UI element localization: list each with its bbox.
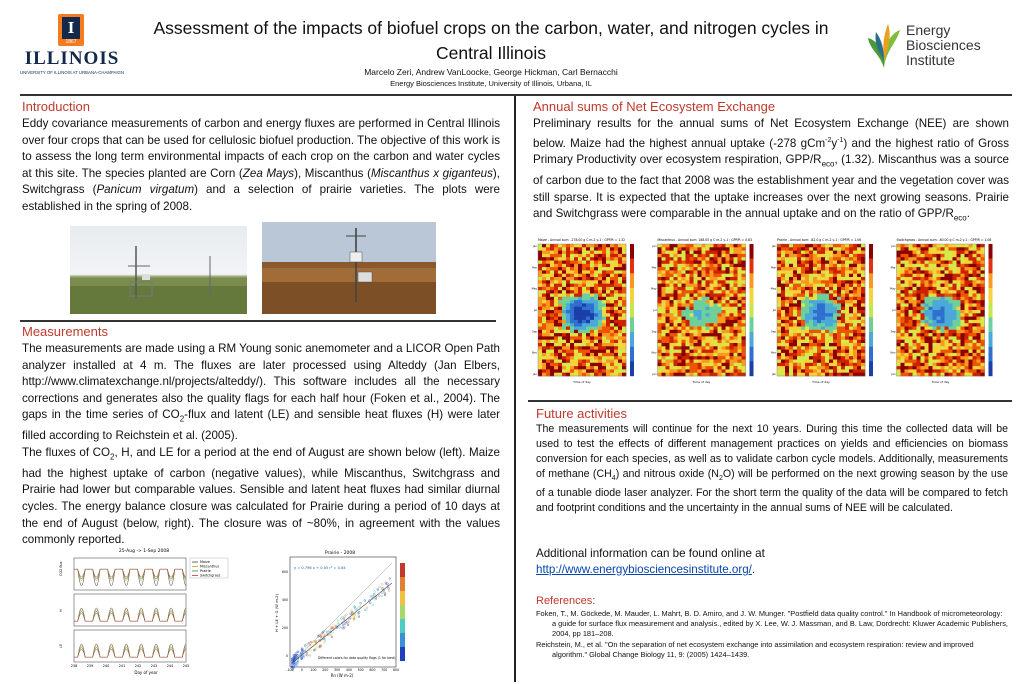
reference-item: Reichstein, M., et al. "On the separation of net ecosystem exchange into assimilation and ecosystem respiration: review and improved algorithm." Global Change Biology 11, 9: (2005) 1424–1439. [536,640,974,659]
annual-heading: Annual sums of Net Ecosystem Exchange [533,99,776,114]
future-heading: Future activities [536,406,628,421]
corn-species: Zea Mays [242,166,295,180]
heatmap-month-label: Sep [771,330,776,334]
heatmap-2 [658,244,746,376]
measurements-text [22,341,500,549]
annual-text-5: . [966,207,970,221]
measurements-rule [20,320,496,322]
heatmap-colorbar-segment [750,273,754,288]
info-tail: . [751,563,756,576]
heatmap-3 [777,244,865,376]
heatmap-month-label: Jul [653,309,657,312]
closure-xtick: 500 [357,668,364,672]
heatmap-colorbar-segment [869,317,873,332]
future-text [536,422,1008,516]
field-photo-prairie [70,226,247,314]
meas-sub-1: 2 [179,414,185,424]
heatmap-4 [897,244,985,376]
ebi-website-link[interactable]: http://www.energybiosciencesinstitute.org/ [536,563,752,576]
ts-legend-label: Switchgrass [200,573,221,578]
heatmap-colorbar-segment [750,259,754,274]
heatmap-month-label: May [651,287,657,291]
closure-ytick: 0 [285,654,288,658]
illinois-subtitle: UNIVERSITY OF ILLINOIS AT URBANA-CHAMPAIGN [19,70,125,75]
intro-text-2: ), Miscanthus ( [294,166,371,180]
closure-xtick: 800 [392,668,400,672]
heatmap-colorbar-segment [630,317,634,332]
heatmap-month-label: Sep [651,330,657,334]
heatmap-month-label: Nov [890,351,896,355]
closure-xtick: 600 [369,668,376,672]
future-sub-1: 4 [611,475,616,483]
info-text: Additional information can be found online at [536,547,765,560]
heatmap-title: Maize - Annual sum: -278.00 g C m-2 y-1 ; GPP/R = 1.32 [538,238,626,242]
heatmap-month-label: Nov [651,351,657,355]
closure-colorbar-segment [400,577,405,591]
future-rule [528,400,1012,402]
closure-colorbar-segment [400,619,405,633]
closure-xtick: 100 [310,668,317,672]
meas-text-4: , H, and LE for a period at the end of August are shown below (left). Maize had the highest uptake of carbon (negative values), while Miscanthus, Switchgrass and Prairie had lower but comparable values. Sensible and latent heat fluxes had similar diurnal cycles. The energy balance closure was calculated for Prairie during a period of 10 days at the end of August (below, right). The closure was of ~80%, in agreement with the values commonly reported. [22,445,500,547]
ts-xtick: 243 [150,664,158,668]
annual-sup-1: -2 [825,136,832,144]
timeseries-figure [56,546,232,676]
annual-text [533,116,1009,227]
ts-xtick: 239 [86,664,94,668]
heatmap-month-label: May [890,287,896,291]
heatmap-colorbar-segment [630,273,634,288]
miscanthus-species: Miscanthus x giganteus [370,166,493,180]
illinois-logo [19,14,125,80]
heatmap-month-label: Jan [891,373,896,376]
future-text-3: O) will be performed on the next growing season by the use of a tunable diode laser analyzer. For the short term the quality of the data will be compared to fetch and footprint conditions and the uncertainty in the annual sums of NEE will be calculated. [536,468,1009,515]
annual-text-3: ) and the highest ratio of Gross Primary Productivity over ecosystem respiration, GPP/R [533,136,1009,167]
heatmap-colorbar-segment [869,361,873,376]
ts-xtick: 245 [182,664,190,668]
column-divider [514,96,516,682]
heatmap-month-label: Jan [533,373,537,376]
heatmap-title: Switchgrass - Annual sum: -80.00 g C m-2 y-1 ; GPP/R = 1.08 [896,238,992,242]
closure-title: Prairie - 2008 [324,551,356,556]
illinois-shield-icon [58,14,84,46]
heatmap-colorbar-segment [630,347,634,362]
ts-xtick: 244 [166,664,174,668]
meas-text-2: -flux and latent (LE) and sensible heat fluxes (H) were later filled according to Reichstein et al. (2005). [22,408,501,443]
heatmap-colorbar-segment [750,303,754,318]
heatmap-month-label: Nov [531,351,537,355]
heatmap-colorbar-segment [869,347,873,362]
heatmap-month-label: Nov [770,351,776,355]
closure-xtick: 400 [345,668,352,672]
corn-field-icon [262,222,436,314]
annual-text-1: Preliminary results for the annual sums of Net Ecosystem Exchange (NEE) are shown below. Maize had the highest annual uptake (-278 gCm [533,117,1009,150]
ebi-line1: Energy [906,22,951,38]
ts-panel-label: H [59,609,63,612]
heatmap-colorbar-segment [750,317,754,332]
ts-panel-label: LE [59,643,63,648]
heatmap-month-label: Jul [533,309,537,312]
ts-panel-1 [74,558,186,590]
nee-heatmaps [528,236,1004,386]
heatmap-colorbar-segment [750,332,754,347]
heatmap-colorbar-segment [989,273,993,288]
reference-item: Foken, T., M. Göckede, M. Mauder, L. Mahrt, B. D. Amiro, and J. W. Munger. "Postfield data quality control." In Handbook of micrometeorology: a guide for surface flux measurement and analysis., edited by X. Lee, W. J. Massman, and B. Law, Dordrecht: Kluwer Academic Publishers, 2004, pp 181–208. [536,609,1008,638]
closure-equation: y = 0.796 x + 0.05 r² = 0.84 [294,566,346,570]
introduction-text [22,116,500,216]
annual-text-2: y [831,136,838,150]
heatmap-colorbar-segment [750,361,754,376]
heatmap-month-label: Jan [652,245,657,248]
heatmap-colorbar-segment [869,244,873,259]
ebi-line3: Institute [906,52,956,68]
closure-ylabel: H + LE + G (W m-2) [274,593,279,633]
heatmap-month-label: Jan [772,373,776,376]
heatmap-month-label: Jan [533,245,537,248]
heatmap-month-label: Jan [772,245,776,248]
ts-title: 25-Aug -> 1-Sep 2008 [118,549,170,554]
closure-colorbar-segment [400,647,405,661]
intro-text-3: ), Switchgrass ( [22,166,500,197]
ts-xtick: 242 [134,664,142,668]
intro-text-4: ) and a selection of prairie varieties. The plots were established in the spring of 2008. [22,183,500,213]
closure-xtick: -100 [286,668,294,672]
closure-xtick: 700 [381,668,388,672]
heatmap-colorbar-segment [630,303,634,318]
heatmap-colorbar-segment [989,317,993,332]
heatmap-colorbar-segment [989,332,993,347]
heatmap-colorbar-segment [630,361,634,376]
heatmap-colorbar-segment [989,244,993,259]
illinois-wordmark: ILLINOIS [24,48,120,69]
heatmap-month-label: Mar [532,266,537,270]
info-line [536,546,1008,578]
heatmap-colorbar-segment [869,332,873,347]
heatmap-colorbar-segment [869,303,873,318]
heatmap-title: Miscanthus - Annual sum: 188.00 g C m-2 y-1 ; GPP/R = 0.83 [657,238,752,242]
closure-figure [270,549,420,679]
heatmap-month-label: Mar [771,266,776,270]
annual-text-4: , (1.32). Miscanthus was a source of carbon due to the fact that 2008 was the establishment year and the vegetation cover was still sparse. It is expected that the uptake increases over the next growing seasons. Prairie and Switchgrass were comparable in the annual uptake and on the ratio of GPP/R [533,153,1009,221]
switchgrass-species: Panicum virgatum [96,183,195,197]
heatmap-xlabel: Time of day [812,380,830,384]
heatmap-colorbar-segment [750,244,754,259]
closure-colorbar-segment [400,633,405,647]
ts-xtick: 238 [70,664,78,668]
heatmap-xlabel: Time of day [692,380,711,384]
future-text-1: The measurements will continue for the next 10 years. During this time the collected data will be used to test the effects of different management practices on yields and efficiencies on biomass conversion for each species, as well as to validate carbon cycle models. Additionally, measurements of methane (CH [536,423,1008,480]
heatmap-colorbar-segment [630,332,634,347]
heatmap-colorbar-segment [989,347,993,362]
heatmap-title: Prairie - Annual sum: -82.0 g C m-2 y-1 ; GPP/R = 1.06 [777,238,862,242]
heatmap-month-label: Jul [772,309,776,312]
heatmap-colorbar-segment [869,288,873,303]
future-sub-2: 2 [718,475,723,483]
closure-xlabel: Rn (W m-2) [330,673,354,678]
intro-text-1: Eddy covariance measurements of carbon and energy fluxes are performed in Central Illinois over four crops that can be used for cellulosic biofuel production. The objective of this work is to assess the long term environmental impacts of each crop on the carbon and water cycles at this site. The species planted are Corn ( [22,117,500,180]
heatmap-colorbar-segment [989,303,993,318]
closure-note: Different colors for data quality flags (1 for best) [318,656,396,660]
heatmap-month-label: May [531,287,537,291]
heatmap-month-label: Mar [890,266,896,270]
heatmap-colorbar-segment [630,288,634,303]
heatmap-xlabel: Time of day [573,380,591,384]
references-list [536,609,1008,661]
illinois-year: 1867 [65,39,77,45]
heatmap-colorbar-segment [630,259,634,274]
ts-legend-label: Prairie [200,569,211,574]
annual-sub-2: eco [953,213,967,223]
header-rule [20,94,1012,96]
meas-text-3: The fluxes of CO [22,445,110,459]
annual-sub-1: eco [821,159,835,169]
heatmap-month-label: May [770,287,776,291]
closure-xtick: 0 [300,668,303,672]
tower-icon [70,226,247,314]
heatmap-month-label: Jan [652,373,657,376]
leaf-icon [866,24,902,68]
references-heading: References: [536,595,596,607]
closure-xtick: 200 [322,668,329,672]
heatmap-month-label: Jan [891,245,896,248]
measurements-heading: Measurements [22,324,108,339]
ts-legend-label: Miscanthus [200,564,220,569]
meas-text-1: The measurements are made using a RM Young sonic anemometer and a LICOR Open Path analyzer installed at 4 m. The fluxes are later processed using Alteddy (Jan Elbers, http://www.climatexchange.nl/projects/alteddy/). This software includes all the necessary corrections and generates also the quality flags for each half hour (Foken et al., 2004). The gaps in the time series of CO [22,342,500,422]
authors: Marcelo Zeri, Andrew VanLoocke, George Hickman, Carl Bernacchi [364,67,618,77]
closure-xtick: 300 [334,668,341,672]
ts-xtick: 241 [118,664,126,668]
introduction-heading: Introduction [22,99,90,114]
heatmap-month-label: Sep [890,330,896,334]
closure-colorbar-segment [400,605,405,619]
field-photo-corn [262,222,436,314]
heatmap-month-label: Mar [651,266,657,270]
affiliation: Energy Biosciences Institute, University of Illinois, Urbana, IL [390,79,592,88]
ebi-line2: Biosciences [906,37,981,53]
poster-title: Assessment of the impacts of biofuel crops on the carbon, water, and nitrogen cycles in Central Illinois [153,18,829,63]
heatmap-colorbar-segment [989,288,993,303]
ts-panel-label: CO2 flux [59,561,63,576]
heatmap-colorbar-segment [869,259,873,274]
heatmap-xlabel: Time of day [931,380,950,384]
heatmap-month-label: Sep [532,330,537,334]
annual-sup-2: -1 [837,136,844,144]
closure-colorbar-segment [400,563,405,577]
closure-ytick: 200 [281,626,288,630]
closure-colorbar-segment [400,591,405,605]
heatmap-colorbar-segment [750,288,754,303]
closure-ytick: 600 [281,570,288,574]
closure-ytick: 400 [281,598,288,602]
heatmap-colorbar-segment [630,244,634,259]
meas-sub-2: 2 [109,452,115,462]
ebi-logo [866,24,1016,72]
future-text-2: ) and nitrous oxide (N [615,468,719,480]
ts-xlabel: Day of year [134,670,158,675]
illinois-mark: I [62,17,80,39]
heatmap-colorbar-segment [750,347,754,362]
ts-xtick: 240 [102,664,110,668]
heatmap-colorbar-segment [989,259,993,274]
heatmap-colorbar-segment [869,273,873,288]
heatmap-month-label: Jul [892,309,896,312]
heatmap-1 [538,244,626,376]
heatmap-colorbar-segment [989,361,993,376]
ts-legend-label: Maize [200,560,210,565]
